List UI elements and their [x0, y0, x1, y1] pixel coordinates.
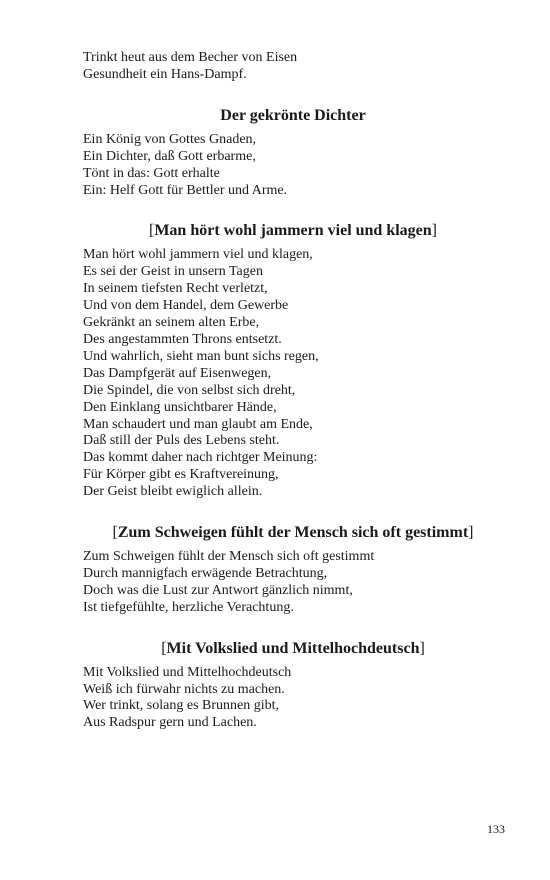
page-body	[83, 48, 503, 732]
poem-line: Ein König von Gottes Gnaden,	[83, 131, 257, 147]
poem-line: Gekränkt an seinem alten Erbe,	[83, 315, 260, 331]
poem-body	[83, 132, 503, 200]
title-bracket-close: ]	[468, 524, 474, 542]
poem-title-text: Man hört wohl jammern viel und klagen	[154, 222, 432, 240]
poem-line: Man hört wohl jammern viel und klagen,	[83, 247, 313, 263]
title-bracket-open: [	[112, 524, 118, 542]
poem-body	[83, 549, 503, 617]
poem-line: Und von dem Handel, dem Gewerbe	[83, 298, 289, 314]
poem-line: Daß still der Puls des Lebens steht.	[83, 433, 280, 449]
title-bracket-open: [	[161, 639, 167, 657]
poem-line: Doch was die Lust zur Antwort gänzlich nimmt,	[83, 582, 353, 598]
poem-title	[83, 106, 503, 126]
poem-line: Ein: Helf Gott für Bettler und Arme.	[83, 182, 288, 198]
poem-title	[83, 523, 503, 543]
poem-line: Mit Volkslied und Mittelhochdeutsch	[83, 664, 292, 680]
poem-continuation	[83, 50, 503, 84]
title-bracket-close: ]	[431, 222, 437, 240]
poem-title-text: Mit Volkslied und Mittelhochdeutsch	[166, 639, 420, 657]
poem-line: Gesundheit ein Hans-Dampf.	[83, 66, 247, 82]
poem-line: Aus Radspur gern und Lachen.	[83, 715, 257, 731]
title-bracket-open: [	[149, 222, 155, 240]
poem-line: Ist tiefgefühlte, herzliche Verachtung.	[83, 599, 294, 615]
poem-line: In seinem tiefsten Recht verletzt,	[83, 281, 268, 297]
poem-line: Durch mannigfach erwägende Betrachtung,	[83, 565, 328, 581]
poem-title-text: Zum Schweigen fühlt der Mensch sich oft gestimmt	[117, 524, 469, 542]
poem-line: Tönt in das: Gott erhalte	[83, 165, 220, 181]
poem-title	[83, 639, 503, 659]
poem-line: Des angestammten Throns entsetzt.	[83, 331, 282, 347]
poem-line: Trinkt heut aus dem Becher von Eisen	[83, 50, 298, 65]
page-number: 133	[487, 822, 505, 836]
poem-line: Die Spindel, die von selbst sich dreht,	[83, 382, 296, 398]
poem-line: Und wahrlich, sieht man bunt sichs regen,	[83, 348, 319, 364]
poem-line: Wer trinkt, solang es Brunnen gibt,	[83, 698, 280, 714]
poem-line: Ein Dichter, daß Gott erbarme,	[83, 148, 256, 164]
poem-body	[83, 247, 503, 501]
poem-line: Zum Schweigen fühlt der Mensch sich oft gestimmt	[83, 549, 375, 565]
poem-line: Den Einklang unsichtbarer Hände,	[83, 399, 277, 415]
poem-line: Der Geist bleibt ewiglich allein.	[83, 484, 263, 500]
poem-line: Das Dampfgerät auf Eisenwegen,	[83, 365, 272, 381]
poem-title-text: Der gekrönte Dichter	[220, 106, 366, 124]
title-bracket-close: ]	[419, 639, 425, 657]
poem-line: Für Körper gibt es Kraftvereinung,	[83, 467, 279, 483]
poem-title	[83, 221, 503, 241]
poem-line: Man schaudert und man glaubt am Ende,	[83, 416, 313, 432]
poem-line: Das kommt daher nach richtger Meinung:	[83, 450, 318, 466]
poem-line: Es sei der Geist in unsern Tagen	[83, 264, 263, 280]
poem-body	[83, 665, 503, 733]
poem-line: Weiß ich fürwahr nichts zu machen.	[83, 681, 285, 697]
